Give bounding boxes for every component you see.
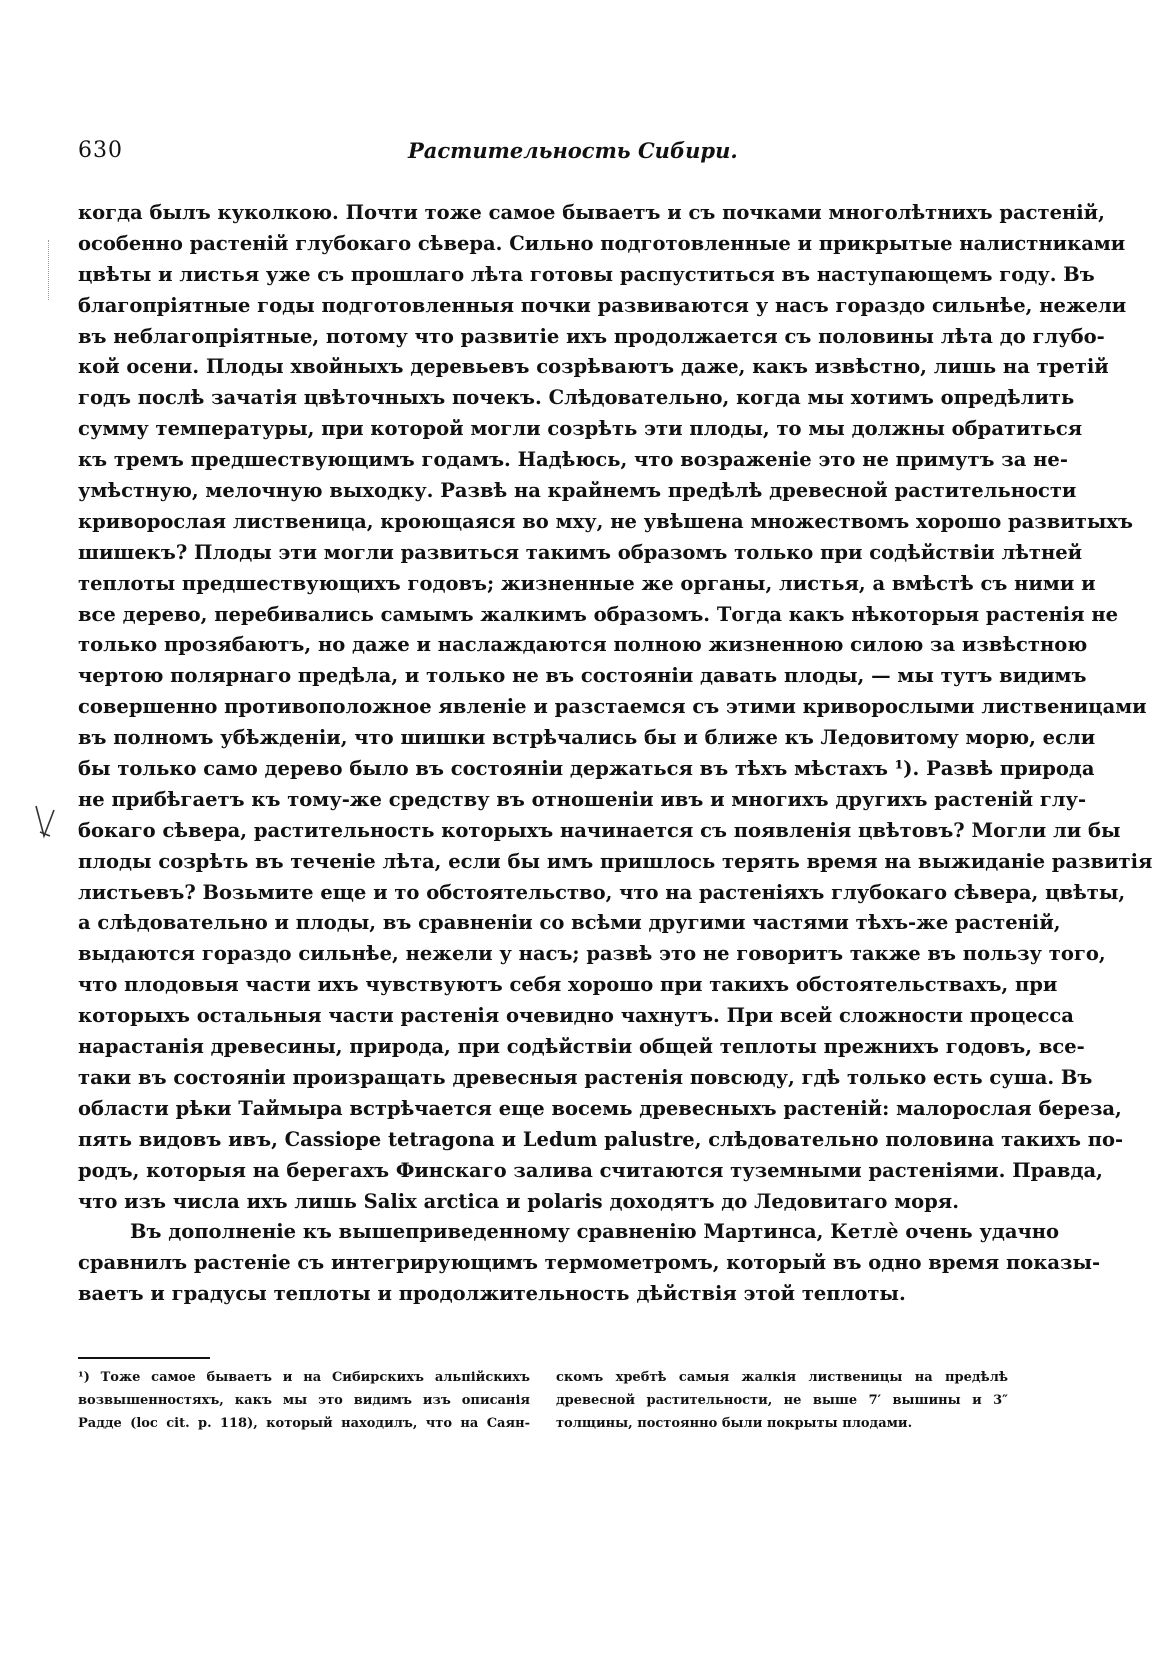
text-line: области рѣки Таймыра встрѣчается еще восемь древесныхъ растеній: малорослая береза, <box>78 1096 1122 1120</box>
text-line: плоды созрѣть въ теченіе лѣта, если бы имъ пришлось терять время на выжиданіе развитія <box>78 849 1152 873</box>
text-line: бы только само дерево было въ состояніи держаться въ тѣхъ мѣстахъ ¹). Развѣ природа <box>78 757 1095 781</box>
text-line: бокаго сѣвера, растительность которыхъ начинается съ появленія цвѣтовъ? Могли ли бы <box>78 818 1121 842</box>
text-line: теплоты предшествующихъ годовъ; жизненные же органы, листья, а вмѣстѣ съ ними и <box>78 571 1096 595</box>
text-line: родъ, которыя на берегахъ Финскаго залива считаются туземными растеніями. Правда, <box>78 1158 1103 1182</box>
footnote-line: Радде (loc cit. p. 118), который находилъ, что на Саян- <box>78 1416 530 1431</box>
page-header <box>78 138 1028 172</box>
text-line: нарастанія древесины, природа, при содѣйствіи общей теплоты прежнихъ годовъ, все- <box>78 1035 1085 1059</box>
text-line: таки въ состояніи произращать древесныя растенія повсюду, гдѣ только есть суша. Въ <box>78 1065 1093 1089</box>
text-line: шишекъ? Плоды эти могли развиться такимъ образомъ только при содѣйствіи лѣтней <box>78 540 1083 564</box>
footnote-line: ¹) Тоже самое бываетъ и на Сибирскихъ альпійскихъ <box>78 1370 530 1385</box>
text-line: годъ послѣ зачатія цвѣточныхъ почекъ. Слѣдовательно, когда мы хотимъ опредѣлить <box>78 386 1075 410</box>
footnote-line: древесной растительности, не выше 7′ вышины и 3″ <box>556 1393 1008 1408</box>
footnote-line: скомъ хребтѣ самыя жалкія лиственицы на предѣлѣ <box>556 1370 1008 1385</box>
text-line: все дерево, перебивались самымъ жалкимъ образомъ. Тогда какъ нѣкоторыя растенія не <box>78 602 1119 626</box>
text-line: умѣстную, мелочную выходку. Развѣ на крайнемъ предѣлѣ древесной растительности <box>78 479 1077 503</box>
footnote-column-left <box>78 1366 530 1435</box>
text-line: въ неблагопріятные, потому что развитіе ихъ продолжается съ половины лѣта до глубо- <box>78 324 1105 348</box>
text-line: криворослая лиственица, кроющаяся во мху, не увѣшена множествомъ хорошо развитыхъ <box>78 509 1133 533</box>
text-line: не прибѣгаетъ къ тому-же средству въ отношеніи ивъ и многихъ другихъ растеній глу- <box>78 787 1087 811</box>
text-line: къ тремъ предшествующимъ годамъ. Надѣюсь, что возраженіе это не примутъ за не- <box>78 448 1068 472</box>
footnote-column-right <box>556 1366 1008 1435</box>
footnote-line: толщины, постоянно были покрыты плодами. <box>556 1416 913 1431</box>
footnote-rule <box>78 1357 210 1359</box>
page-number: 630 <box>78 138 123 163</box>
margin-pencil-mark <box>32 802 58 842</box>
footnote-line: возвышенностяхъ, какъ мы это видимъ изъ описанія <box>78 1393 530 1408</box>
text-line: въ полномъ убѣжденіи, что шишки встрѣчались бы и ближе къ Ледовитому морю, если <box>78 726 1096 750</box>
text-line: листьевъ? Возьмите еще и то обстоятельство, что на растеніяхъ глубокаго сѣвера, цвѣты, <box>78 880 1126 904</box>
text-line: чертою полярнаго предѣла, и только не въ состояніи давать плоды, — мы тутъ видимъ <box>78 664 1087 688</box>
text-line: а слѣдовательно и плоды, въ сравненіи со всѣми другими частями тѣхъ-же растеній, <box>78 911 1061 935</box>
text-line: цвѣты и листья уже съ прошлаго лѣта готовы распуститься въ наступающемъ году. Въ <box>78 262 1095 286</box>
margin-dotted-mark <box>48 240 53 300</box>
text-line: сумму температуры, при которой могли созрѣть эти плоды, то мы должны обратиться <box>78 417 1083 441</box>
running-title: Растительность Сибири. <box>408 138 738 163</box>
text-line: когда былъ куколкою. Почти тоже самое бываетъ и съ почками многолѣтнихъ растеній, <box>78 201 1105 224</box>
text-line: которыхъ остальныя части растенія очевидно чахнутъ. При всей сложности процесса <box>78 1004 1074 1028</box>
text-line: пять видовъ ивъ, Cassiope tetragona и Ledum palustre, слѣдовательно половина такихъ по- <box>78 1127 1124 1151</box>
text-line: только прозябаютъ, но даже и наслаждаются полною жизненною силою за извѣстною <box>78 633 1088 657</box>
text-line: сравнилъ растеніе съ интегрирующимъ термометромъ, который въ одно время показы- <box>78 1251 1101 1275</box>
text-line: что изъ числа ихъ лишь Salix arctica и polaris доходятъ до Ледовитаго моря. <box>78 1189 960 1213</box>
text-line: благопріятные годы подготовленныя почки развиваются у насъ гораздо сильнѣе, нежели <box>78 293 1127 317</box>
text-line: кой осени. Плоды хвойныхъ деревьевъ созрѣваютъ даже, какъ извѣстно, лишь на третій <box>78 355 1109 379</box>
text-line: Въ дополненіе къ вышеприведенному сравненію Мартинса, Кетлѐ очень удачно <box>130 1220 1060 1244</box>
text-line: что плодовыя части ихъ чувствуютъ себя хорошо при такихъ обстоятельствахъ, при <box>78 973 1058 997</box>
main-text <box>78 198 1152 1310</box>
text-line: выдаются гораздо сильнѣе, нежели у насъ; развѣ это не говоритъ также въ пользу того, <box>78 942 1106 966</box>
text-line: особенно растеній глубокаго сѣвера. Сильно подготовленные и прикрытые налистниками <box>78 231 1126 255</box>
text-line: ваетъ и градусы теплоты и продолжительность дѣйствія этой теплоты. <box>78 1282 906 1306</box>
text-line: совершенно противоположное явленіе и разстаемся съ этими криворослыми лиственицами <box>78 695 1147 719</box>
